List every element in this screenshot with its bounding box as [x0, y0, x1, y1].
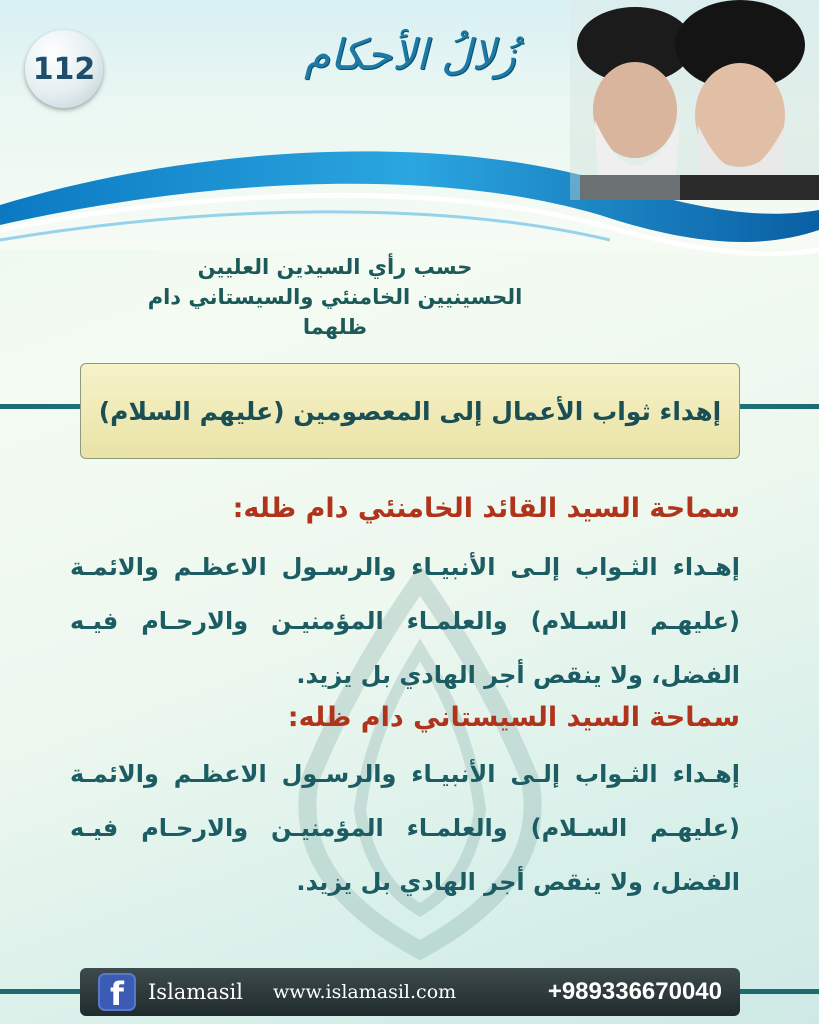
subtitle-line-2: الحسينيين الخامنئي والسيستاني دام ظلهما [147, 285, 523, 339]
footer-contact-bar [80, 968, 740, 1016]
section-body-sistani: إهـداء الثـواب إلـى الأنبيـاء والرسـول الاعظـم والائمـة (عليهـم السـلام) والعلمـاء المؤمنيـن والارحـام فيـه الفضل، ولا ينقص أجر الهادي بل يزيد. [70, 760, 740, 896]
episode-number-badge: 112 [25, 30, 103, 108]
subtitle [130, 252, 540, 342]
phone-number: +989336670040 [547, 978, 722, 1005]
section-body-khamenei: إهـداء الثـواب إلـى الأنبيـاء والرسـول الاعظـم والائمـة (عليهـم السـلام) والعلمـاء المؤمنيـن والارحـام فيـه الفضل، ولا ينقص أجر الهادي بل يزيد. [70, 553, 740, 689]
subtitle-line-1: حسب رأي السيدين العليين [197, 255, 473, 279]
section-heading-sistani: سماحة السيد السيستاني دام ظله: [287, 702, 740, 733]
website-link[interactable]: www.islamasil.com [272, 981, 457, 1003]
facebook-page-name[interactable]: Islamasil [148, 980, 243, 1004]
logo-title: زُلالُ الأحكام [304, 30, 516, 79]
topic-title-box [80, 363, 740, 459]
topic-title: إهداء ثواب الأعمال إلى المعصومين (عليهم السلام) [98, 396, 722, 426]
facebook-icon[interactable]: f [98, 973, 136, 1011]
section-heading-khamenei: سماحة السيد القائد الخامنئي دام ظله: [232, 493, 740, 524]
portraits-image [570, 0, 819, 200]
